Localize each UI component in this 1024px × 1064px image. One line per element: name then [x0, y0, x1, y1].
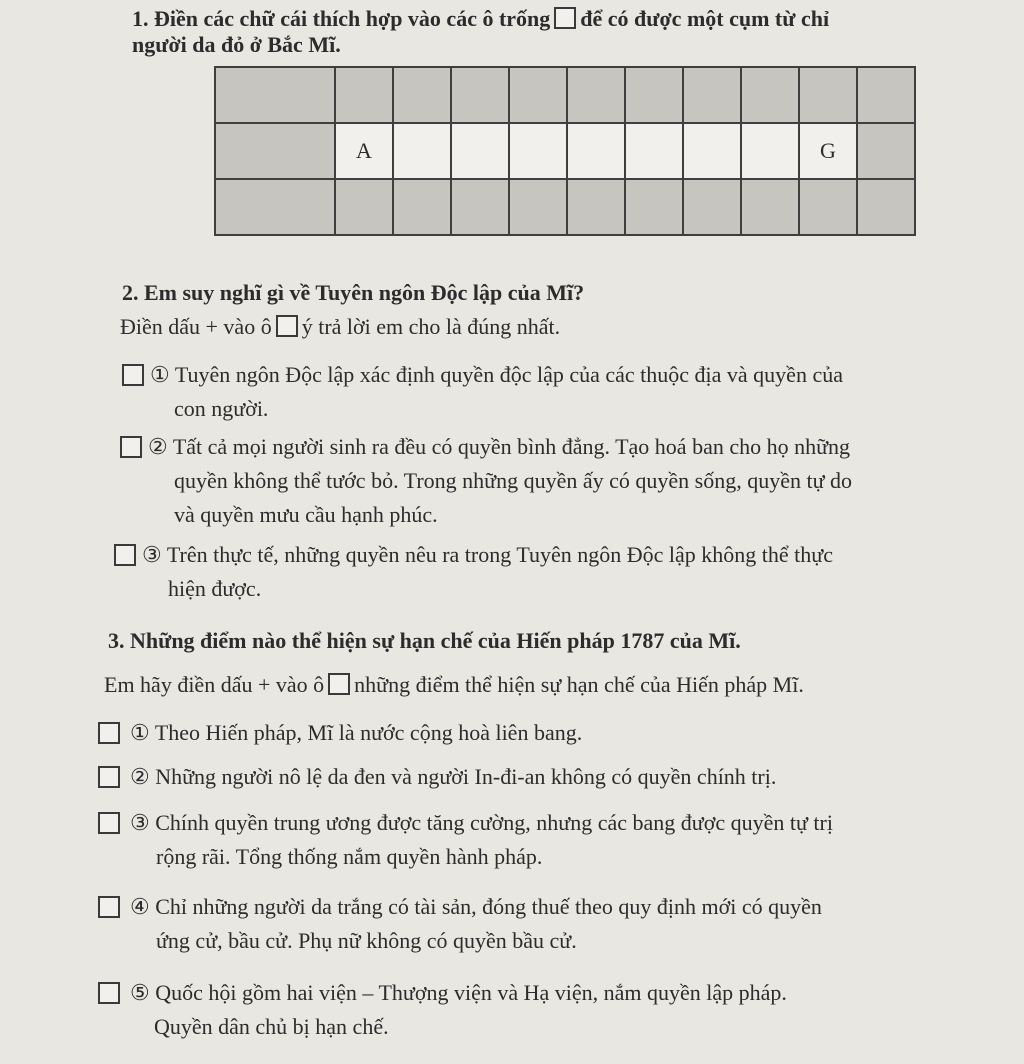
q2-instr-pre: Điền dấu + vào ô — [120, 314, 272, 339]
q3-instr-pre: Em hãy điền dấu + vào ô — [104, 672, 325, 697]
grid-cell[interactable] — [509, 123, 567, 179]
option-line: ④ Chỉ những người da trắng có tài sản, đóng thuế theo quy định mới có quyền — [130, 894, 822, 919]
crossword-grid — [214, 66, 916, 236]
q3-instruction — [104, 670, 804, 700]
grid-cell[interactable] — [215, 67, 335, 123]
q3-option-4-checkbox[interactable] — [98, 896, 120, 918]
q3-option-2-checkbox[interactable] — [98, 766, 120, 788]
option-line: ① Theo Hiến pháp, Mĩ là nước cộng hoà liên bang. — [130, 720, 583, 745]
q2-option-3 — [114, 538, 994, 606]
q3-option-5-checkbox[interactable] — [98, 982, 120, 1004]
q2-option-2-checkbox[interactable] — [120, 436, 142, 458]
grid-letter: G — [820, 138, 836, 163]
grid-cell-letter-g[interactable] — [799, 123, 857, 179]
option-line: quyền không thể tước bỏ. Trong những quyền ấy có quyền sống, quyền tự do — [174, 468, 853, 493]
option-line: ③ Chính quyền trung ương được tăng cường, nhưng các bang được quyền tự trị — [130, 810, 833, 835]
q3-option-2 — [98, 760, 998, 794]
option-line: ① Tuyên ngôn Độc lập xác định quyền độc lập của các thuộc địa và quyền của — [150, 362, 843, 387]
q3-option-3-checkbox[interactable] — [98, 812, 120, 834]
grid-cell[interactable] — [741, 123, 799, 179]
option-line: ② Tất cả mọi người sinh ra đều có quyền bình đẳng. Tạo hoá ban cho họ những — [148, 434, 851, 459]
q2-option-2 — [120, 430, 990, 532]
grid-cell[interactable] — [567, 179, 625, 235]
grid-cell-letter-a[interactable] — [335, 123, 393, 179]
grid-cell[interactable] — [741, 67, 799, 123]
grid-cell[interactable] — [799, 179, 857, 235]
grid-cell[interactable] — [567, 67, 625, 123]
q3-option-5 — [98, 976, 1014, 1044]
option-line: rộng rãi. Tổng thống nắm quyền hành pháp. — [156, 844, 543, 869]
grid-cell[interactable] — [509, 179, 567, 235]
grid-cell[interactable] — [683, 179, 741, 235]
option-line: ứng cử, bầu cử. Phụ nữ không có quyền bầu cử. — [156, 928, 577, 953]
q3-title: 3. Những điểm nào thể hiện sự hạn chế của Hiến pháp 1787 của Mĩ. — [108, 628, 741, 653]
q3-instr-post: những điểm thể hiện sự hạn chế của Hiến pháp Mĩ. — [354, 672, 804, 697]
q2-title: 2. Em suy nghĩ gì về Tuyên ngôn Độc lập của Mĩ? — [122, 280, 585, 305]
q1-line2: người da đỏ ở Bắc Mĩ. — [132, 32, 341, 57]
checkbox-sample — [554, 7, 576, 29]
q2-option-1 — [122, 358, 982, 426]
q1-text-pre: 1. Điền các chữ cái thích hợp vào các ô trống — [132, 6, 551, 31]
option-line: ② Những người nô lệ da đen và người In-đi-an không có quyền chính trị. — [130, 764, 777, 789]
option-line: ③ Trên thực tế, những quyền nêu ra trong Tuyên ngôn Độc lập không thể thực — [142, 542, 833, 567]
grid-cell[interactable] — [335, 67, 393, 123]
grid-cell[interactable] — [625, 123, 683, 179]
q2-instr-post: ý trả lời em cho là đúng nhất. — [301, 314, 561, 339]
q1-text-post: để có được một cụm từ chỉ — [580, 6, 830, 31]
grid-cell[interactable] — [625, 67, 683, 123]
checkbox-sample — [276, 315, 298, 337]
q2-instruction — [120, 312, 560, 342]
grid-cell[interactable] — [683, 67, 741, 123]
grid-cell[interactable] — [393, 123, 451, 179]
q3-option-1-checkbox[interactable] — [98, 722, 120, 744]
grid-cell[interactable] — [215, 123, 335, 179]
option-line: con người. — [174, 396, 269, 421]
q3-option-1 — [98, 716, 998, 750]
q3-option-4 — [98, 890, 1008, 958]
grid-cell[interactable] — [567, 123, 625, 179]
q2-option-1-checkbox[interactable] — [122, 364, 144, 386]
grid-cell[interactable] — [625, 179, 683, 235]
grid-cell[interactable] — [741, 179, 799, 235]
checkbox-sample — [328, 673, 350, 695]
grid-cell[interactable] — [451, 179, 509, 235]
grid-cell[interactable] — [335, 179, 393, 235]
option-line: Quyền dân chủ bị hạn chế. — [154, 1014, 389, 1039]
grid-cell[interactable] — [393, 179, 451, 235]
grid-cell[interactable] — [215, 179, 335, 235]
grid-cell[interactable] — [509, 67, 567, 123]
option-line: ⑤ Quốc hội gồm hai viện – Thượng viện và Hạ viện, nắm quyền lập pháp. — [130, 980, 787, 1005]
grid-cell[interactable] — [683, 123, 741, 179]
grid-cell[interactable] — [451, 123, 509, 179]
grid-cell[interactable] — [799, 67, 857, 123]
grid-cell[interactable] — [393, 67, 451, 123]
grid-cell[interactable] — [857, 67, 915, 123]
grid-cell[interactable] — [857, 123, 915, 179]
option-line: hiện được. — [168, 576, 262, 601]
grid-letter: A — [356, 138, 372, 163]
option-line: và quyền mưu cầu hạnh phúc. — [174, 502, 438, 527]
grid-cell[interactable] — [857, 179, 915, 235]
q2-option-3-checkbox[interactable] — [114, 544, 136, 566]
grid-cell[interactable] — [451, 67, 509, 123]
q3-option-3 — [98, 806, 1008, 874]
